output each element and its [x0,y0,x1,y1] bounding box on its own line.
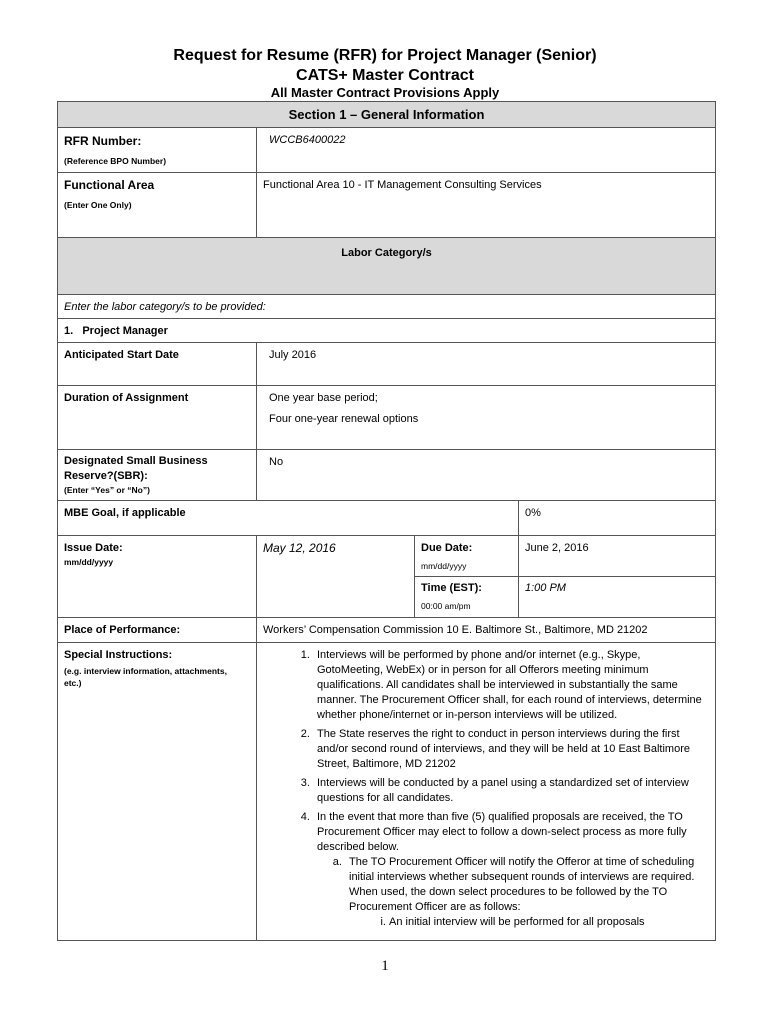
rfr-number-label: RFR Number: [64,134,142,148]
special-instructions-content[interactable] [257,643,716,941]
duration-label: Duration of Assignment [58,386,257,450]
instruction-item: 2. The State reserves the right to conduct in person interviews during the first and/or second round of interviews, and they will be held at 10 East Baltimore Street, Baltimore, MD 21202 [313,727,709,772]
start-date-label: Anticipated Start Date [58,343,257,386]
instruction-roman-list [349,915,709,930]
instruction-sublist [317,855,709,930]
due-date-label: Due Date: [421,542,473,554]
instruction-item-text: In the event that more than five (5) qualified proposals are received, the TO Procurement Officer may elect to follow a down-select process as more fully described below. [317,811,687,853]
duration-value[interactable] [257,386,716,450]
labor-category-header-row [58,238,716,295]
due-date-format: mm/dd/yyyy [421,561,467,571]
place-label: Place of Performance: [58,618,257,643]
issue-date-value[interactable]: May 12, 2016 [257,536,415,618]
sbr-row [58,450,716,501]
labor-instruction: Enter the labor category/s to be provided: [58,295,716,319]
duration-row [58,386,716,450]
place-row [58,618,716,643]
labor-item-row [58,319,716,343]
instruction-subitem-a: The TO Procurement Officer will notify the Offeror at time of scheduling initial interviews whether subsequent rounds of interviews are required. When used, the down select procedures to be followed by the TO Procurement Officer are as follows: [349,856,695,913]
mbe-value[interactable]: 0% [519,501,716,536]
functional-area-value[interactable]: Functional Area 10 - IT Management Consulting Services [257,173,716,238]
instruction-subitem-i: i. An initial interview will be performed for all proposals [389,915,709,930]
sbr-label: Designated Small Business Reserve?(SBR): [64,455,208,482]
document-title: Request for Resume (RFR) for Project Manager (Senior) [173,47,597,64]
issue-date-format: mm/dd/yyyy [64,557,114,567]
special-instructions-label: Special Instructions: [64,649,173,661]
time-format: 00:00 am/pm [421,601,471,611]
instruction-item [313,810,709,930]
section-title: Section 1 – General Information [58,102,716,128]
provisions-note: All Master Contract Provisions Apply [270,85,500,100]
sbr-value[interactable]: No [257,450,716,501]
labor-category-item[interactable]: 1. Project Manager [58,319,716,343]
duration-line-1: One year base period; [269,392,378,404]
place-value[interactable]: Workers’ Compensation Commission 10 E. Baltimore St., Baltimore, MD 21202 [257,618,716,643]
rfr-number-sublabel: (Reference BPO Number) [64,156,167,166]
time-value[interactable]: 1:00 PM [519,577,716,618]
rfr-number-value[interactable]: WCCB6400022 [257,128,716,173]
rfr-number-row [58,128,716,173]
mbe-label: MBE Goal, if applicable [58,501,519,536]
special-instructions-sublabel: (e.g. interview information, attachments, etc.) [64,666,227,688]
issue-date-label: Issue Date: [64,542,123,554]
page-number: 1 [381,958,389,974]
duration-line-2: Four one-year renewal options [269,413,419,425]
labor-category-heading: Labor Category/s [58,238,716,295]
time-label: Time (EST): [421,582,482,594]
functional-area-label: Functional Area [64,178,155,192]
functional-area-sublabel: (Enter One Only) [64,200,132,210]
instruction-item: 3. Interviews will be conducted by a panel using a standardized set of interview questions for all candidates. [313,776,709,806]
mbe-row [58,501,716,536]
special-instructions-row [58,643,716,941]
labor-instruction-row [58,295,716,319]
document-subtitle: CATS+ Master Contract [296,67,474,84]
due-date-value[interactable]: June 2, 2016 [519,536,716,577]
issue-date-row [58,536,716,577]
section-header-row [58,102,716,128]
instruction-item: 1. Interviews will be performed by phone and/or internet (e.g., Skype, GotoMeeting, WebEx) or in person for all Offerors meeting minimum qualifications. All candidates shall be interviewed in substantially the same manner. The Procurement Officer shall, for each round of interviews, determine whether phone/internet or in-person interviews will be utilized. [313,648,709,723]
instructions-list [263,648,709,930]
general-info-table [57,101,716,941]
sbr-sublabel: (Enter “Yes” or “No”) [64,485,150,495]
start-date-value[interactable]: July 2016 [257,343,716,386]
start-date-row [58,343,716,386]
functional-area-row [58,173,716,238]
